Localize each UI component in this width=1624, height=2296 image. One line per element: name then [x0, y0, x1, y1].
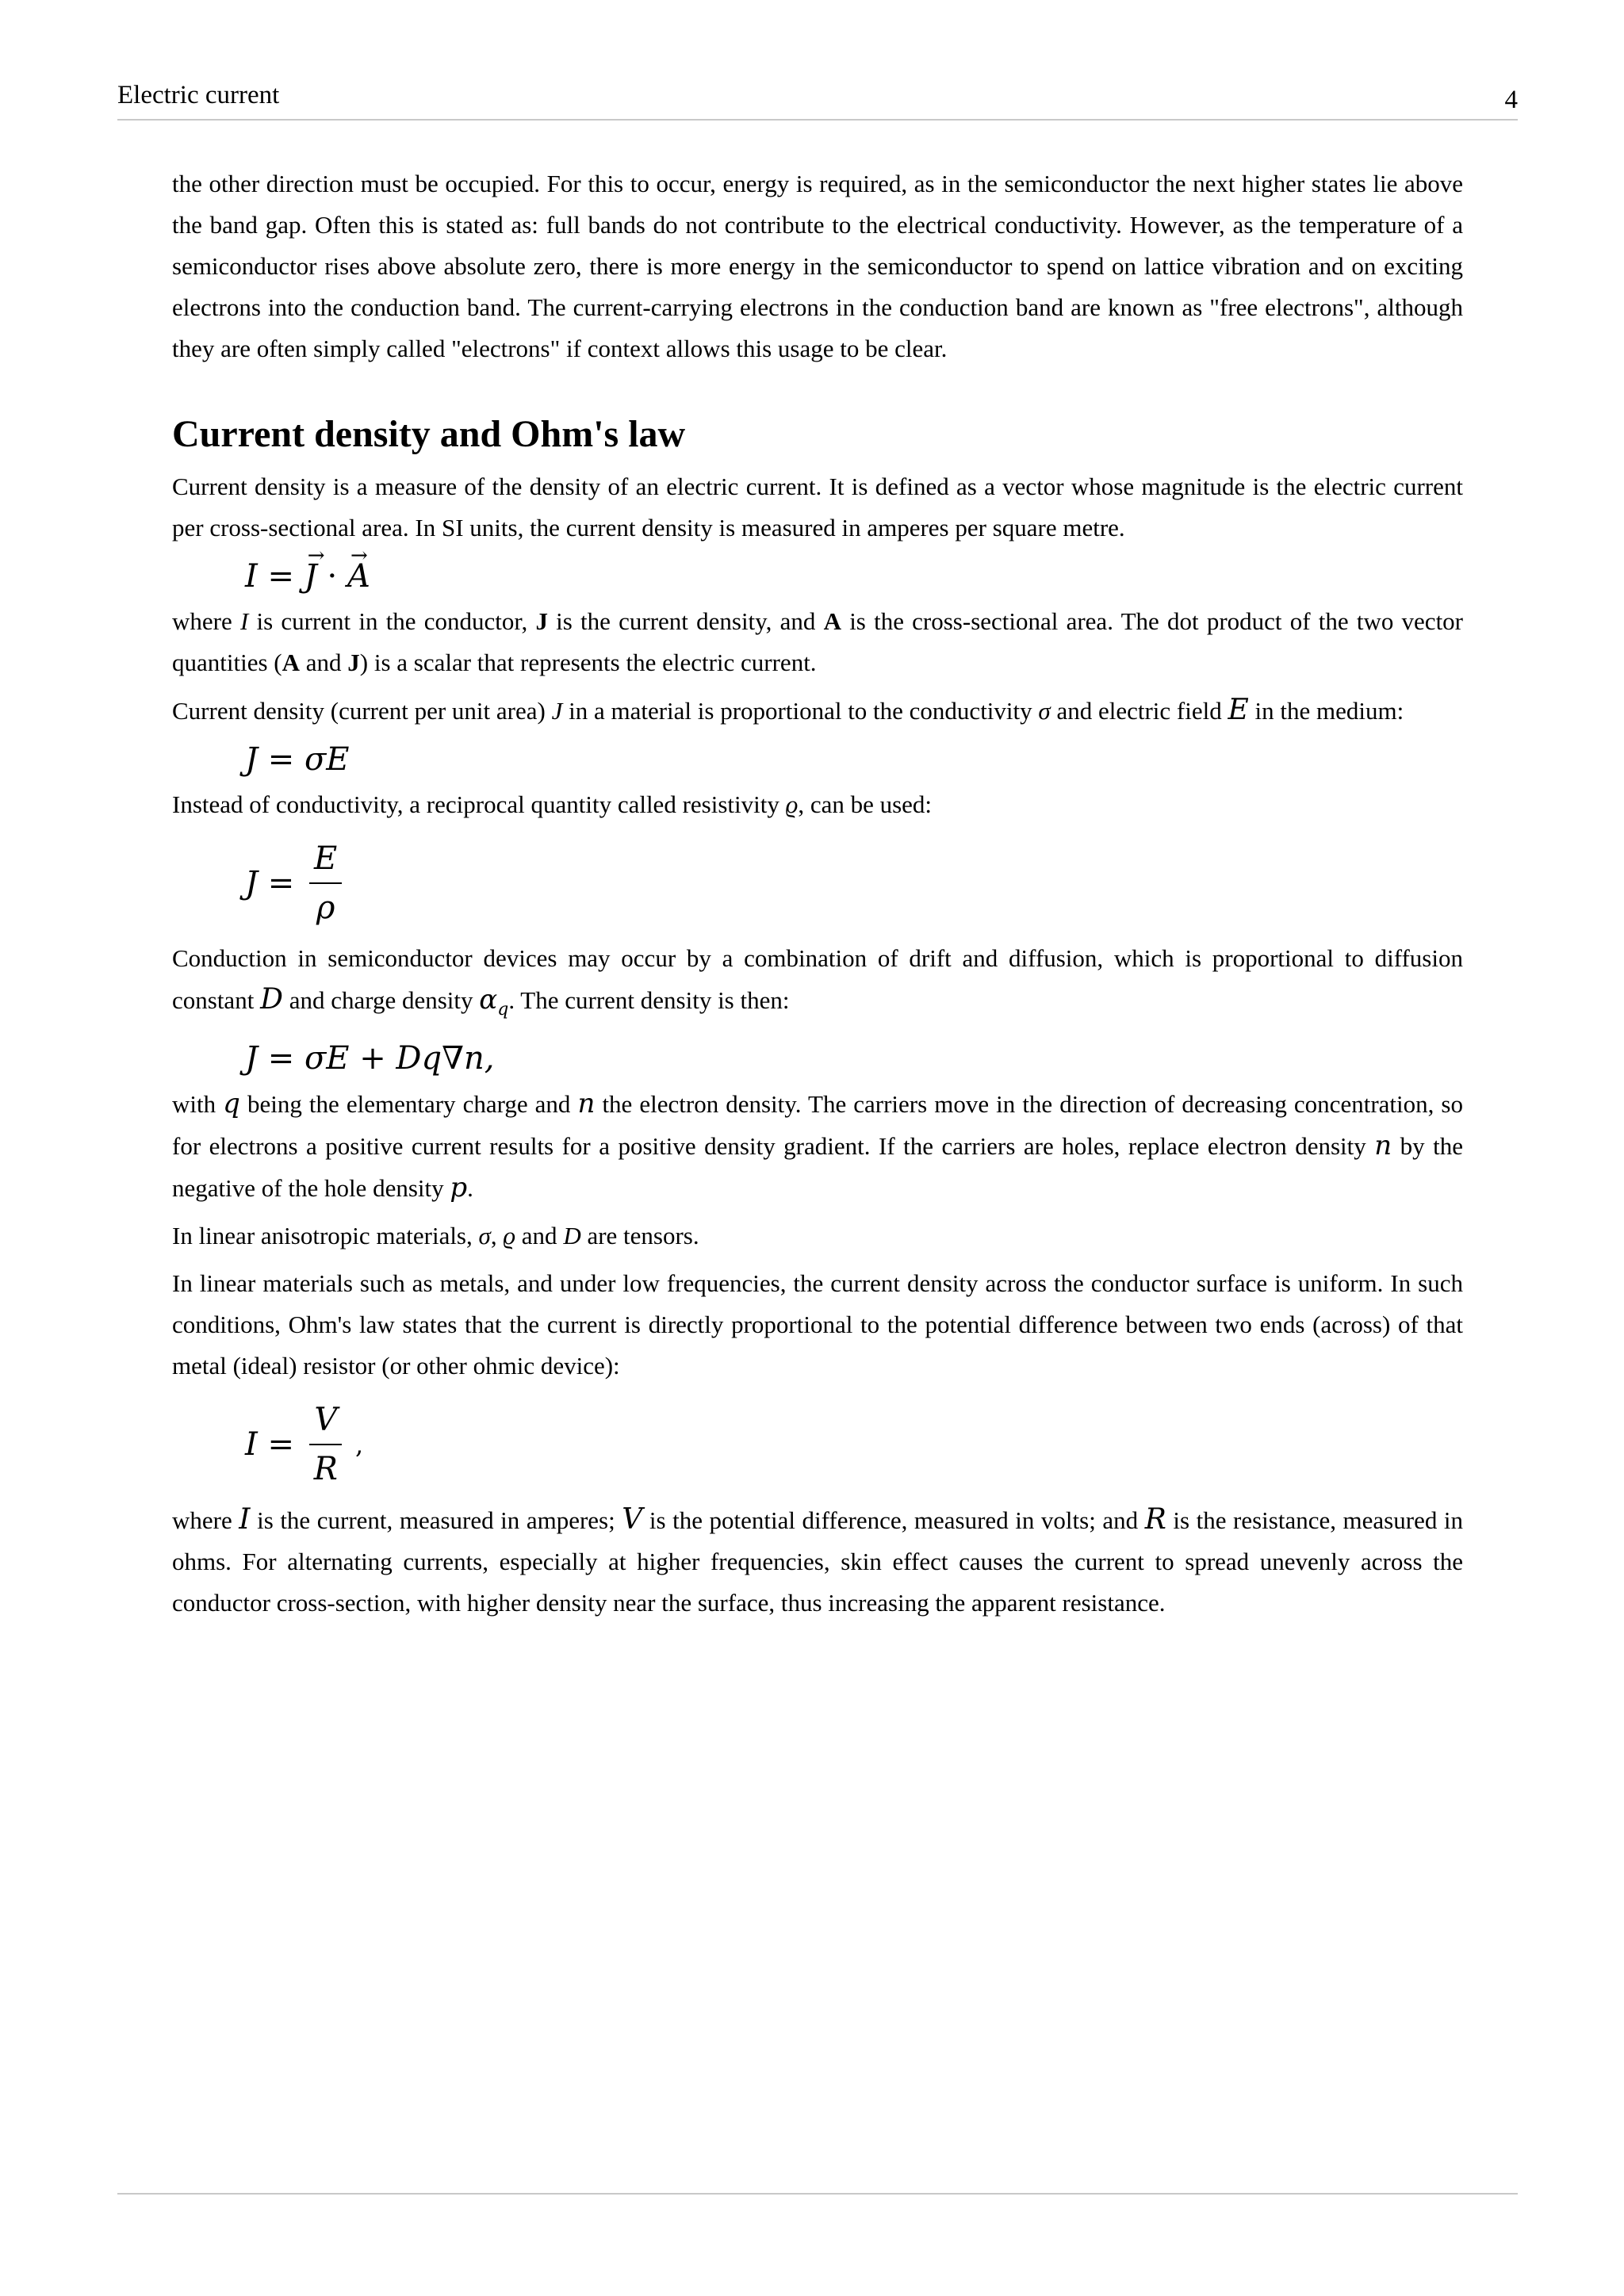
paragraph-conductivity-field — [172, 690, 1463, 732]
p5-text-3: . The current density is then: — [508, 986, 790, 1014]
p6-text-1: with — [172, 1090, 224, 1118]
p7-var-sigma: σ — [478, 1222, 491, 1249]
p2-var-j-2: J — [347, 649, 360, 676]
p6-text-2: being the elementary charge and — [239, 1090, 578, 1118]
header-title: Electric current — [117, 81, 280, 109]
p9-var-r: R — [1144, 1503, 1166, 1536]
eq3-denominator: ρ — [316, 890, 335, 926]
p9-var-i: I — [239, 1503, 251, 1536]
p2-var-a-2: A — [282, 649, 300, 676]
equation-ohms-law — [245, 1393, 1463, 1496]
equation-j-e-over-rho — [245, 832, 1463, 935]
p2-text-3: is the current density, and — [547, 607, 824, 635]
p4-text-2: , can be used: — [798, 790, 933, 818]
p9-text-3: is the potential difference, measured in volts; and — [642, 1506, 1145, 1534]
p2-text-1: where — [172, 607, 240, 635]
p4-text-1: Instead of conductivity, a reciprocal quantity called resistivity — [172, 790, 786, 818]
eq5-comma: , — [347, 1429, 364, 1460]
eq3-fraction — [309, 838, 342, 928]
p3-text-1: Current density (current per unit area) — [172, 697, 552, 725]
eq1-lhs: I — [245, 558, 258, 595]
p6-text-3: the electron density. The carriers move in the direction of decreasing concentration, so for electrons a positive current results for a positive density gradient. If the carriers are holes, replace electron density — [172, 1090, 1463, 1160]
eq3-numerator: E — [309, 838, 342, 884]
footer-rule — [117, 2193, 1518, 2195]
paragraph-ohms-law: In linear materials such as metals, and under low frequencies, the current density across the conductor surface is uniform. In such conditions, Ohm's law states that the current is directly proportional to the potential difference between two ends (across) of that metal (ideal) resistor (or other ohmic device): — [172, 1269, 1463, 1380]
paragraph-current-density-definition: Current density is a measure of the density of an electric current. It is defined as a vector whose magnitude is the electric current per cross-sectional area. In SI units, the current density is measured in amperes per square metre. — [172, 473, 1463, 541]
eq5-denominator: R — [313, 1451, 338, 1487]
eq5-numerator: V — [309, 1399, 342, 1445]
eq5-lhs: I = — [245, 1426, 304, 1463]
eq1-vector-j: → J — [304, 555, 317, 598]
p6-var-q: q — [223, 1088, 240, 1119]
p2-var-i: I — [239, 607, 249, 635]
equation-current-dot-product — [245, 555, 1463, 598]
eq1-vector-a: → A — [347, 555, 370, 598]
p7-text-4: are tensors. — [580, 1222, 699, 1249]
paragraph-drift-diffusion — [172, 938, 1463, 1031]
running-header — [117, 79, 1518, 121]
article-body — [172, 163, 1463, 1630]
p7-text-1: In linear anisotropic materials, — [172, 1222, 479, 1249]
eq3-lhs: J = — [245, 865, 304, 901]
p3-var-j: J — [551, 697, 563, 725]
p5-text-1: Conduction in semiconductor devices may occur by a combination of drift and diffusion, which is proportional to diffusion constant — [172, 944, 1463, 1014]
p2-var-a: A — [823, 607, 841, 635]
p2-text-4: is the cross-sectional area. The dot product of the two vector quantities ( — [172, 607, 1464, 676]
paragraph-where-i-j-a — [172, 601, 1463, 683]
p2-text-2: is current in the conductor, — [248, 607, 536, 635]
eq1-equals: = — [257, 558, 304, 595]
eq1-dot: · — [316, 558, 347, 595]
p6-text-5: . — [467, 1174, 473, 1202]
p6-var-n: n — [577, 1088, 596, 1119]
p2-text-5: and — [300, 649, 348, 676]
p3-var-sigma: σ — [1038, 697, 1051, 725]
p3-text-2: in a material is proportional to the conductivity — [562, 697, 1039, 725]
paragraph-where-i-v-r — [172, 1499, 1463, 1624]
page-number: 4 — [1504, 86, 1518, 114]
p9-text-1: where — [172, 1506, 239, 1534]
p3-text-3: and electric field — [1050, 697, 1228, 725]
p6-text-4: by the negative of the hole density — [172, 1132, 1463, 1202]
p6-var-n-2: n — [1374, 1130, 1392, 1161]
p9-text-4: is the resistance, measured in ohms. For alternating currents, especially at higher frequencies, skin effect causes the current to spread unevenly across the conductor cross-section, with higher density near the surface, thus increasing the apparent resistance. — [172, 1506, 1464, 1617]
p5-var-alpha: α — [479, 984, 498, 1016]
p2-text-6: ) is a scalar that represents the electric current. — [359, 649, 817, 676]
p7-var-rho: ϱ — [503, 1222, 516, 1249]
p3-var-e: E — [1228, 694, 1249, 726]
intro-paragraph: the other direction must be occupied. For this to occur, energy is required, as in the semiconductor the next higher states lie above the band gap. Often this is stated as: full bands do not contribute to the electrical conductivity. However, as the temperature of a semiconductor rises above absolute zero, there is more energy in the semiconductor to spend on lattice vibration and on exciting electrons into the conduction band. The current-carrying electrons in the conduction band are known as "free electrons", although they are often simply called "electrons" if context allows this usage to be clear. — [172, 170, 1463, 362]
p7-text-2: , — [490, 1222, 504, 1249]
eq5-fraction — [309, 1399, 343, 1490]
p6-var-p: p — [450, 1172, 468, 1203]
p4-var-rho: ϱ — [785, 790, 799, 818]
p2-var-j: J — [535, 607, 548, 635]
paragraph-anisotropic — [172, 1215, 1463, 1257]
p9-text-2: is the current, measured in amperes; — [250, 1506, 622, 1534]
equation-drift-diffusion: J = σE + Dq∇n, — [245, 1040, 495, 1077]
p7-var-d: D — [563, 1222, 581, 1249]
p7-text-3: and — [515, 1222, 564, 1249]
paragraph-resistivity — [172, 784, 1463, 825]
p5-var-d: D — [260, 983, 283, 1016]
p9-var-v: V — [622, 1503, 643, 1536]
section-heading: Current density and Ohm's law — [172, 413, 686, 455]
p5-text-2: and charge density — [282, 986, 480, 1014]
paragraph-elementary-charge — [172, 1083, 1463, 1209]
p3-text-4: in the medium: — [1248, 697, 1404, 725]
p5-var-q-subscript: q — [497, 1000, 509, 1020]
equation-j-sigma-e: J = σE — [245, 741, 350, 778]
